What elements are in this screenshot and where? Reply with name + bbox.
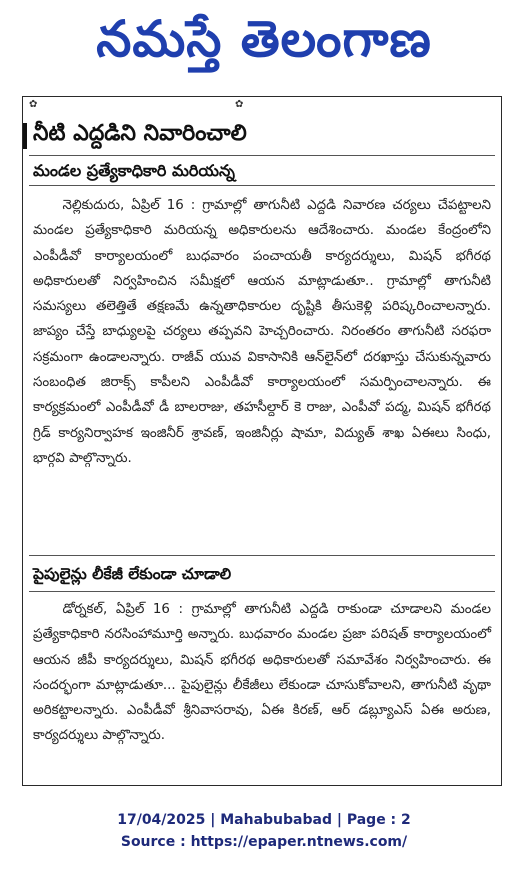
newspaper-logo: నమస్తే తెలంగాణ bbox=[96, 10, 432, 68]
footer-date-edition: 17/04/2025 | Mahabubabad | Page : 2 bbox=[117, 812, 411, 828]
divider bbox=[29, 555, 495, 556]
article-body-1: నెల్లికుదురు, ఏప్రిల్ 16 : గ్రామాల్లో తాగునీటి ఎద్దడి నివారణ చర్యలు చేపట్టాలని మండల ప్రత్యేకాధికారి మరియన్న అధికారులను ఆదేశించారు. మండల కేంద్రంలోని ఎంపీడీవో కార్యాలయంలో బుధవారం పంచాయతీ కార్యదర్శులు, మిషన్ భగీరథ అధికారులతో నిర్వహించిన సమీక్షలో ఆయన మాట్లాడుతూ.. గ్రామాల్లో తాగునీటి సమస్యలు తలెత్తితే తక్షణమే ఉన్నతాధికారుల దృష్టికి తీసుకెళ్లి పరిష్కరించాలన్నారు. జాప్యం చేస్తే బాధ్యులపై చర్యలు తప్పవని హెచ్చరించారు. నిరంతరం తాగునీటి సరఫరా సక్రమంగా ఉండాలన్నారు. రాజీవ్ యువ వికాసానికి ఆన్‌లైన్‌లో దరఖాస్తు చేసుకున్నవారు సంబంధిత జిరాక్స్ కాపీలని ఎంపీడీవో కార్యాలయంలో సమర్పించాలన్నారు. ఈ కార్యక్రమంలో ఎంపీడీవో డీ బాలరాజు, తహసీల్దార్ కె రాజు, ఎంపీవో పద్మ, మిషన్ భగీరథ గ్రిడ్ కార్యనిర్వాహక ఇంజినీర్ శ్రావణ్, ఇంజినీర్లు షామా, విద్యుత్ శాఖ ఏఈలు సింధు, భార్గవి పాల్గొన్నారు. bbox=[33, 198, 491, 466]
divider bbox=[29, 185, 495, 186]
article-body-2: డోర్నకల్, ఏప్రిల్ 16 : గ్రామాల్లో తాగునీటి ఎద్దడి రాకుండా చూడాలని మండల ప్రత్యేకాధికారి నరసింహామూర్తి అన్నారు. బుధవారం మండల ప్రజా పరిషత్ కార్యాలయంలో ఆయన జీపీ కార్యదర్శులు, మిషన్ భగీరథ అధికారులతో సమావేశం నిర్వహించారు. ఈ సందర్భంగా మాట్లాడుతూ... పైపులైన్లు లీకేజీలు లేకుండా చూసుకోవాలని, తాగునీటి వృథా అరికట్టాలన్నారు. ఎంపీడీవో శ్రీనివాసరావు, ఏఈ కిరణ్, ఆర్ డబ్ల్యూఎస్ ఏఈ అరుణ, కార్యదర్శులు పాల్గొన్నారు. bbox=[33, 602, 491, 744]
headline-marker bbox=[23, 123, 27, 149]
masthead bbox=[0, 6, 528, 72]
article-headline: నీటి ఎద్దడిని నివారించాలి bbox=[33, 121, 247, 146]
news-clipping bbox=[22, 96, 502, 786]
article-subhead: మండల ప్రత్యేకాధికారి మరియన్న bbox=[33, 161, 235, 180]
ornament-icon: ✿ bbox=[235, 99, 244, 110]
article-headline-2: పైపులైన్లు లీకేజీ లేకుండా చూడాలి bbox=[33, 565, 232, 583]
ornament-icon: ✿ bbox=[29, 99, 38, 110]
divider bbox=[29, 591, 495, 592]
divider bbox=[29, 155, 495, 156]
footer-source: Source : https://epaper.ntnews.com/ bbox=[120, 834, 408, 850]
